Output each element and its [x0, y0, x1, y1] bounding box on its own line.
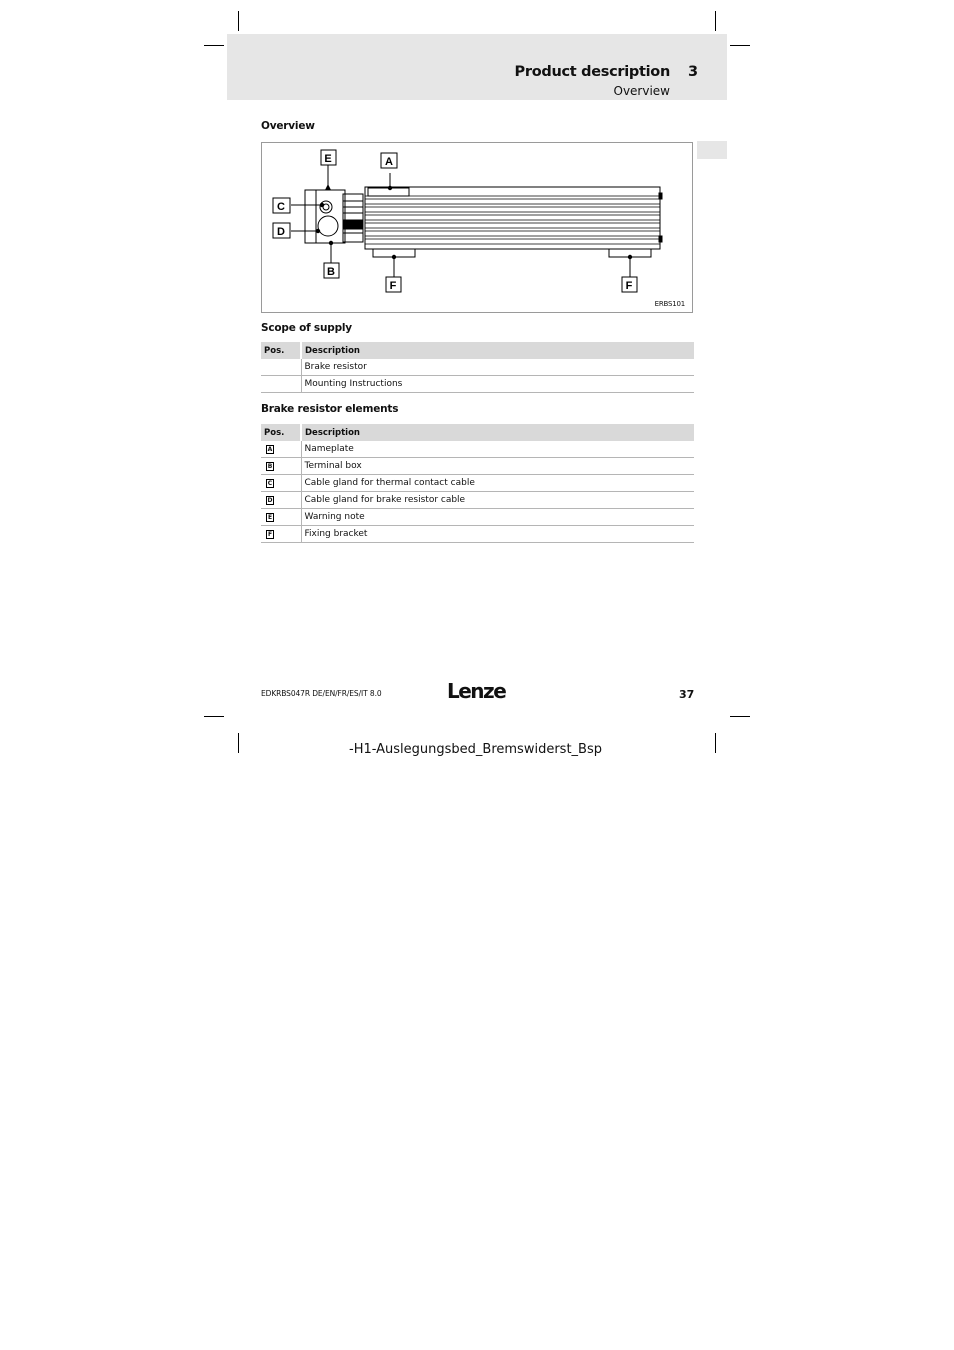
pos-key-a: A [267, 446, 273, 453]
description-cell: Warning note [301, 509, 694, 526]
label-F-left: F [389, 280, 397, 292]
chapter-tab-marker [697, 141, 727, 159]
scope-table [261, 342, 694, 393]
column-header-pos: Pos. [261, 424, 301, 441]
cooling-fins [365, 196, 660, 244]
pos-key-e: E [267, 514, 273, 521]
description-cell: Cable gland for brake resistor cable [301, 492, 694, 509]
brake-resistor-figure [261, 142, 693, 313]
crop-mark [730, 45, 750, 46]
pos-key-d: D [267, 497, 273, 504]
figure-id: ERBS101 [654, 300, 685, 308]
table-row [261, 458, 694, 475]
document-code: EDKRBS047R DE/EN/FR/ES/IT 8.0 [261, 689, 382, 698]
description-cell: Nameplate [301, 441, 694, 458]
label-F-right: F [625, 280, 633, 292]
pos-key-b: B [267, 463, 273, 470]
overview-heading: Overview [261, 120, 315, 132]
description-cell: Mounting Instructions [301, 376, 694, 393]
pos-cell [261, 359, 301, 376]
table-row [261, 509, 694, 526]
lenze-logo: Lenze [447, 679, 506, 703]
label-A: A [385, 156, 393, 168]
chapter-title: Product description [514, 64, 670, 80]
file-caption: -H1-Auslegungsbed_Bremswiderst_Bsp [349, 742, 602, 757]
crop-mark [238, 733, 239, 753]
chapter-number: 3 [688, 64, 699, 80]
label-C: C [277, 201, 285, 213]
pos-key-f: F [267, 531, 273, 538]
brake-resistor-drawing [262, 143, 694, 314]
label-E: E [324, 153, 332, 165]
crop-mark [238, 11, 239, 31]
table-row [261, 359, 694, 376]
cable-gland [318, 216, 338, 236]
description-cell: Cable gland for thermal contact cable [301, 475, 694, 492]
table-row [261, 376, 694, 393]
pos-key-c: C [267, 480, 273, 487]
crop-mark [204, 716, 224, 717]
label-D: D [277, 226, 285, 238]
description-cell: Terminal box [301, 458, 694, 475]
crop-mark [715, 11, 716, 31]
page-number: 37 [679, 688, 695, 701]
crop-mark [204, 45, 224, 46]
column-header-description: Description [301, 424, 694, 441]
table-row [261, 526, 694, 543]
column-header-pos: Pos. [261, 342, 301, 359]
elements-table [261, 424, 694, 543]
section-subtitle: Overview [613, 84, 670, 98]
crop-mark [730, 716, 750, 717]
column-header-description: Description [301, 342, 694, 359]
table-row [261, 441, 694, 458]
crop-mark [715, 733, 716, 753]
scope-heading: Scope of supply [261, 322, 352, 334]
description-cell: Fixing bracket [301, 526, 694, 543]
pos-cell [261, 376, 301, 393]
table-row [261, 492, 694, 509]
label-B: B [327, 266, 335, 278]
elements-heading: Brake resistor elements [261, 403, 399, 415]
table-row [261, 475, 694, 492]
description-cell: Brake resistor [301, 359, 694, 376]
